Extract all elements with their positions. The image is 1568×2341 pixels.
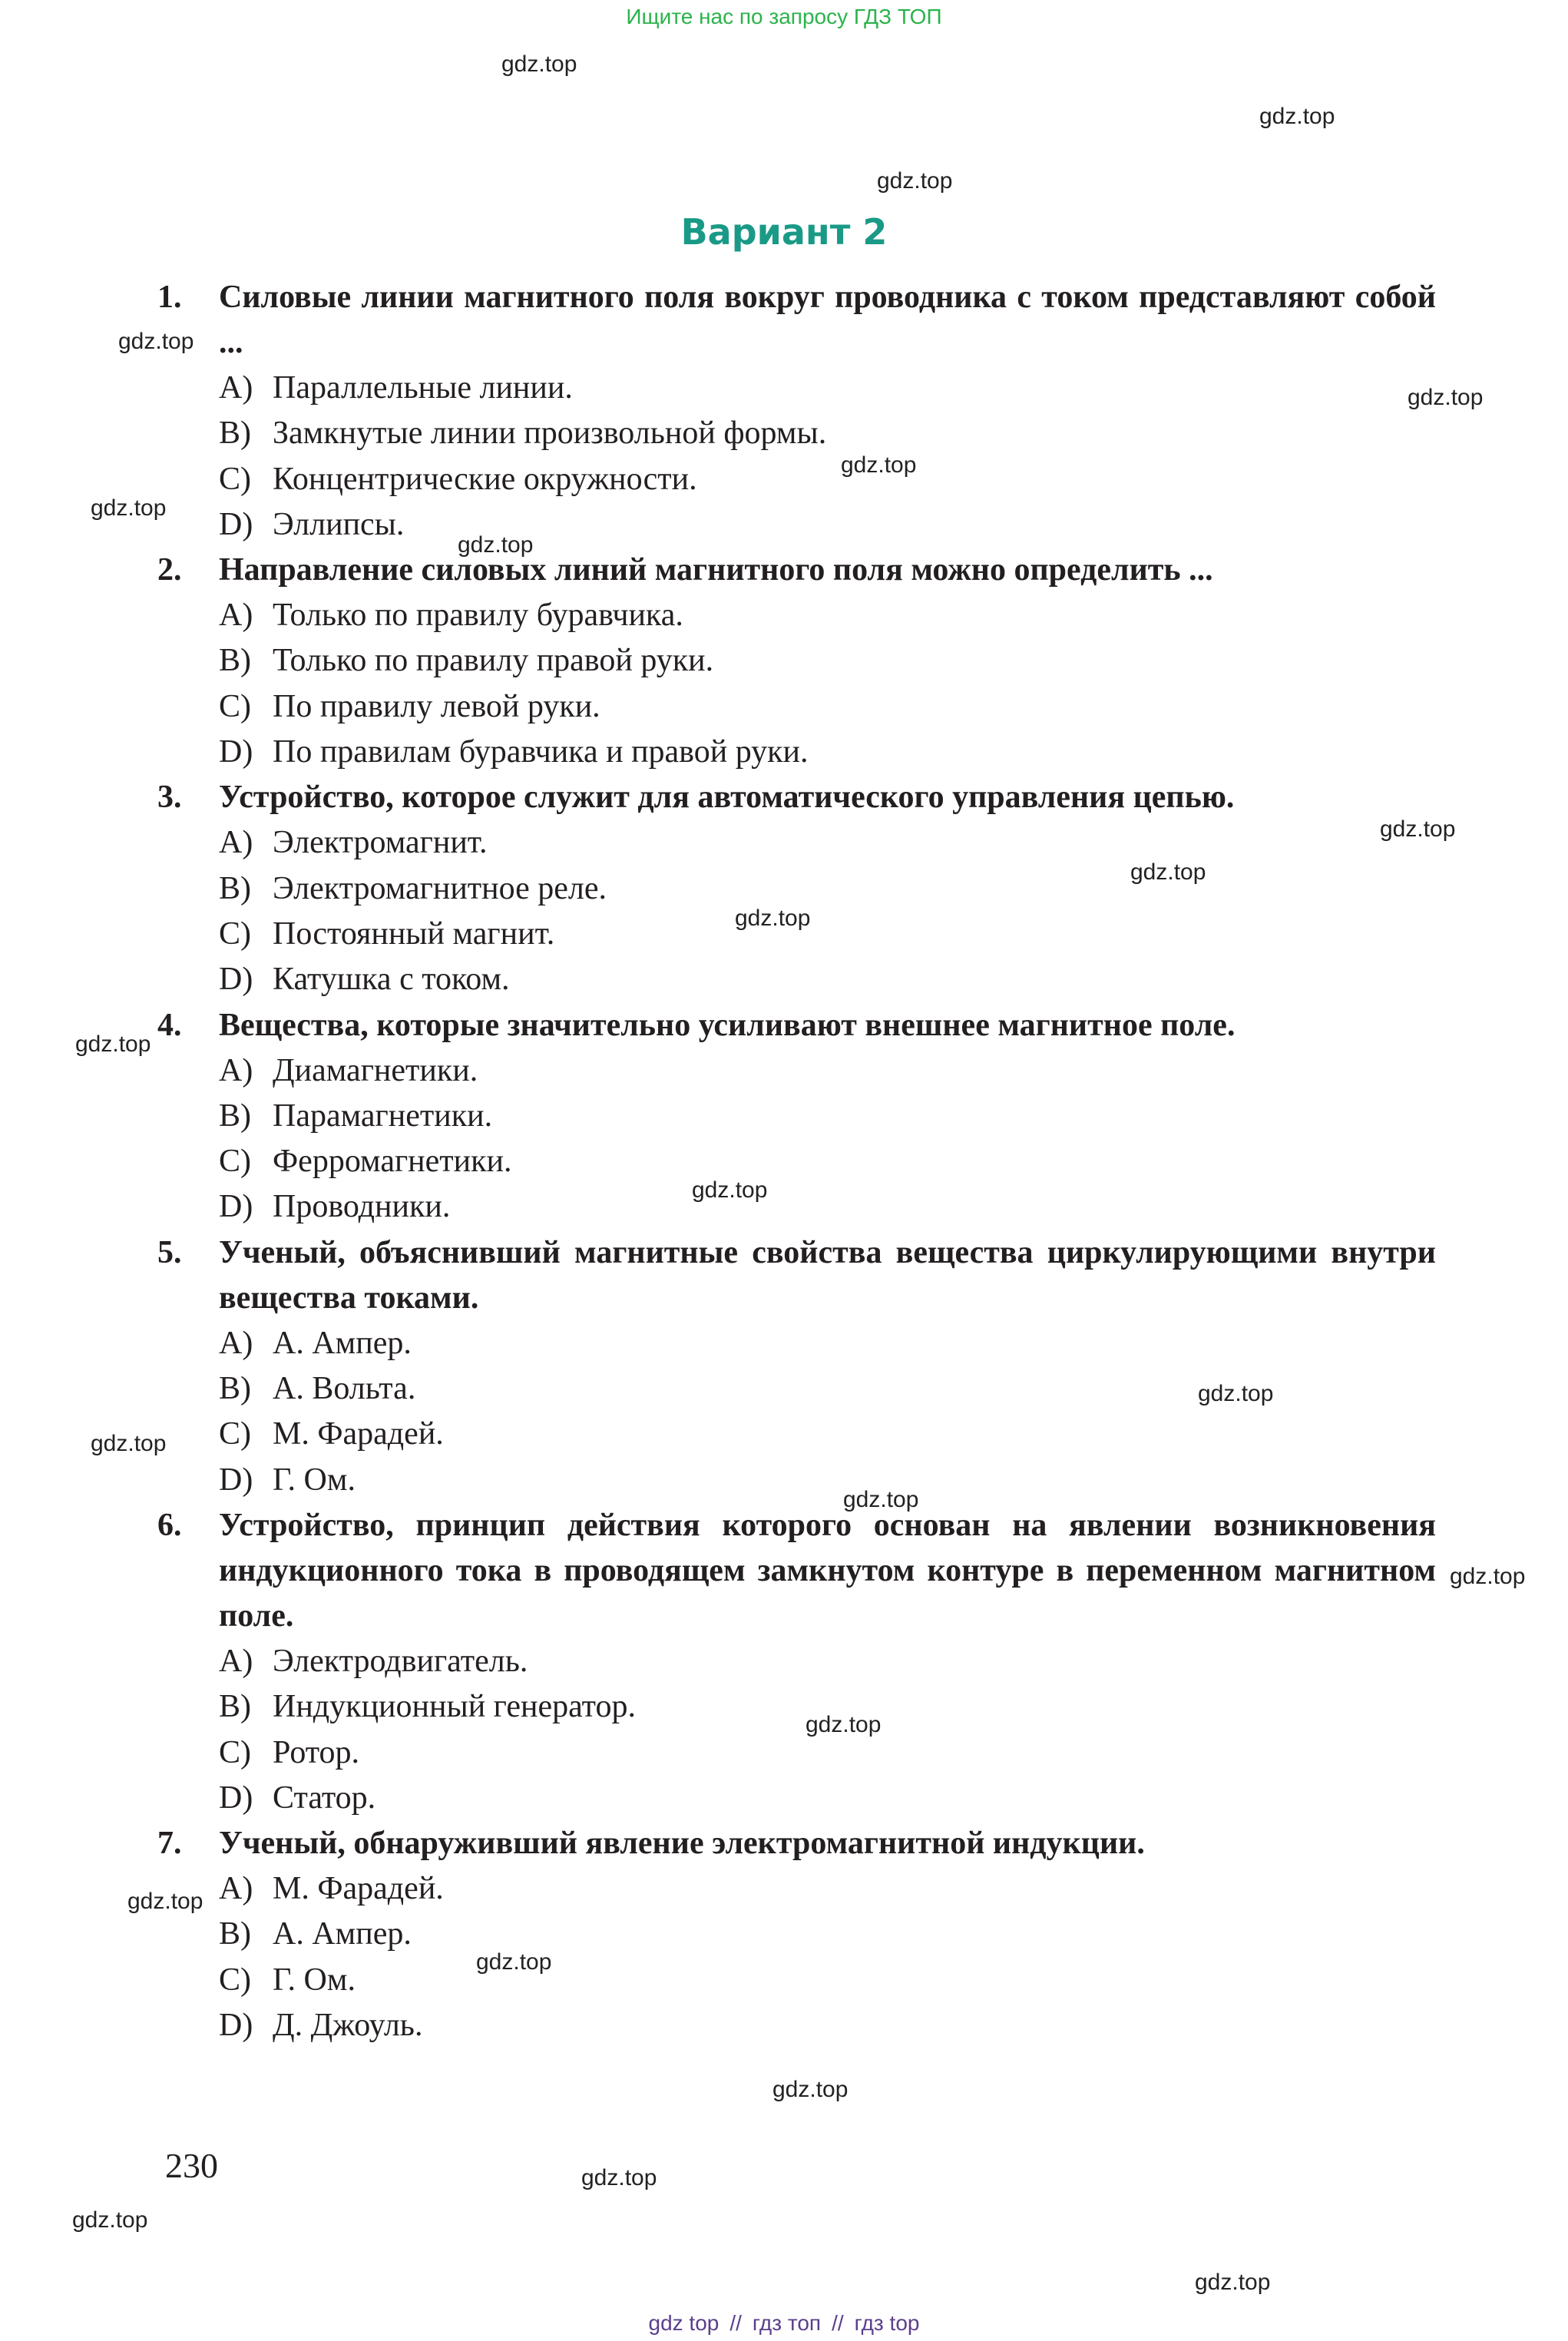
- option-text: Ротор.: [273, 1734, 360, 1770]
- option-letter: A): [219, 1643, 253, 1679]
- option-letter: D): [219, 1780, 253, 1816]
- footer-link-gdz-top-mixed[interactable]: гдз top: [854, 2311, 920, 2335]
- option-letter: D): [219, 1462, 253, 1498]
- answer-option-d: [157, 502, 1436, 548]
- option-letter: A): [219, 825, 253, 861]
- option-text: Эллипсы.: [273, 506, 405, 542]
- watermark: gdz.top: [118, 329, 194, 354]
- option-text: М. Фарадей.: [273, 1416, 444, 1452]
- option-text: Только по правилу правой руки.: [273, 643, 714, 679]
- question-text: Ученый, объяснивший магнитные свойства вещества циркулирующими внутри вещества токами.: [219, 1234, 1436, 1316]
- question-number: 2.: [157, 552, 182, 588]
- option-letter: C): [219, 1734, 251, 1770]
- answer-option-a: [157, 1866, 1436, 1912]
- option-text: Диамагнетики.: [273, 1052, 478, 1088]
- option-text: Замкнутые линии произвольной формы.: [273, 416, 827, 452]
- option-letter: C): [219, 1416, 251, 1452]
- answer-option-c: [157, 1730, 1436, 1776]
- answer-option-c: [157, 457, 1436, 502]
- watermark: gdz.top: [772, 2077, 849, 2102]
- question-number: 7.: [157, 1826, 182, 1862]
- option-letter: B): [219, 870, 251, 906]
- option-letter: C): [219, 916, 251, 952]
- footer-link-gdz-top-ru[interactable]: гдз топ: [752, 2311, 822, 2335]
- question-list: [157, 275, 1436, 2048]
- watermark: gdz.top: [476, 1949, 552, 1975]
- option-text: Статор.: [273, 1780, 376, 1816]
- option-letter: B): [219, 1371, 251, 1407]
- question-text: Устройство, которое служит для автоматического управления цепью.: [219, 780, 1235, 816]
- watermark: gdz.top: [72, 2207, 148, 2233]
- option-text: Концентрические окружности.: [273, 461, 697, 497]
- option-text: Ферромагнетики.: [273, 1144, 512, 1180]
- option-letter: D): [219, 962, 253, 998]
- option-text: А. Ампер.: [273, 1325, 412, 1361]
- answer-option-b: [157, 1684, 1436, 1730]
- answer-option-d: [157, 730, 1436, 775]
- page-title: Вариант 2: [680, 211, 888, 253]
- answer-option-b: [157, 411, 1436, 456]
- question-4: [157, 1003, 1436, 1230]
- question-2: [157, 548, 1436, 775]
- answer-option-c: [157, 1958, 1436, 2003]
- search-banner: Ищите нас по запросу ГДЗ ТОП: [626, 5, 942, 28]
- question-text: Силовые линии магнитного поля вокруг проводника с током представляют собой ...: [219, 280, 1436, 360]
- option-letter: B): [219, 643, 251, 679]
- answer-option-a: [157, 593, 1436, 638]
- option-letter: A): [219, 1052, 253, 1088]
- watermark: gdz.top: [806, 1712, 882, 1737]
- option-text: Электродвигатель.: [273, 1643, 528, 1679]
- answer-option-a: [157, 1639, 1436, 1684]
- option-letter: A): [219, 370, 253, 406]
- option-letter: C): [219, 461, 251, 497]
- option-letter: D): [219, 1189, 253, 1225]
- question-6: [157, 1503, 1436, 1821]
- question-text: Ученый, обнаруживший явление электромагнитной индукции.: [219, 1826, 1145, 1862]
- option-letter: A): [219, 598, 253, 634]
- option-letter: A): [219, 1325, 253, 1361]
- question-number: 3.: [157, 780, 182, 816]
- watermark: gdz.top: [127, 1889, 203, 1914]
- watermark: gdz.top: [877, 168, 953, 194]
- answer-option-b: [157, 1912, 1436, 1957]
- footer-links: [0, 2308, 1568, 2339]
- question-number: 5.: [157, 1234, 182, 1270]
- option-letter: B): [219, 1916, 251, 1952]
- answer-option-c: [157, 684, 1436, 730]
- question-5: [157, 1230, 1436, 1503]
- option-text: Д. Джоуль.: [273, 2008, 423, 2044]
- answer-option-d: [157, 2003, 1436, 2048]
- question-1: [157, 275, 1436, 548]
- watermark: gdz.top: [841, 452, 917, 478]
- option-letter: D): [219, 734, 253, 770]
- question-7: [157, 1821, 1436, 2048]
- footer-link-gdz-top[interactable]: gdz top: [648, 2311, 719, 2335]
- answer-option-a: [157, 1048, 1436, 1094]
- question-text: Направление силовых линий магнитного поля можно определить ...: [219, 552, 1213, 588]
- answer-option-d: [157, 1184, 1436, 1230]
- answer-option-d: [157, 1776, 1436, 1821]
- option-text: Постоянный магнит.: [273, 916, 555, 952]
- answer-option-a: [157, 820, 1436, 866]
- option-letter: D): [219, 506, 253, 542]
- watermark: gdz.top: [581, 2165, 657, 2190]
- watermark: gdz.top: [735, 906, 811, 931]
- watermark: gdz.top: [91, 495, 167, 521]
- option-text: По правилу левой руки.: [273, 688, 600, 724]
- watermark: gdz.top: [1130, 859, 1206, 885]
- option-letter: A): [219, 1871, 253, 1907]
- question-text: Вещества, которые значительно усиливают внешнее магнитное поле.: [219, 1007, 1236, 1043]
- answer-option-b: [157, 1094, 1436, 1139]
- watermark: gdz.top: [91, 1431, 167, 1456]
- option-letter: B): [219, 1098, 251, 1134]
- answer-option-a: [157, 366, 1436, 411]
- option-text: Электромагнит.: [273, 825, 488, 861]
- answer-option-b: [157, 638, 1436, 684]
- option-text: А. Вольта.: [273, 1371, 416, 1407]
- footer-separator: //: [832, 2311, 844, 2335]
- answer-option-a: [157, 1321, 1436, 1366]
- answer-option-c: [157, 1412, 1436, 1457]
- watermark: gdz.top: [1259, 104, 1335, 129]
- watermark: gdz.top: [1198, 1381, 1274, 1406]
- option-text: По правилам буравчика и правой руки.: [273, 734, 809, 770]
- option-text: Параллельные линии.: [273, 370, 573, 406]
- answer-option-d: [157, 1458, 1436, 1503]
- question-text: Устройство, принцип действия которого основан на явлении возникновения индукционного тока в проводящем замкнутом контуре в переменном магнитном поле.: [219, 1507, 1436, 1634]
- option-letter: C): [219, 1962, 251, 1998]
- question-number: 1.: [157, 280, 182, 315]
- option-letter: C): [219, 688, 251, 724]
- option-letter: B): [219, 416, 251, 452]
- question-3: [157, 775, 1436, 1002]
- option-text: Проводники.: [273, 1189, 451, 1225]
- option-text: Только по правилу буравчика.: [273, 598, 683, 634]
- watermark: gdz.top: [75, 1031, 151, 1057]
- option-text: М. Фарадей.: [273, 1871, 444, 1907]
- answer-option-d: [157, 957, 1436, 1002]
- option-text: Г. Ом.: [273, 1962, 356, 1998]
- option-text: Индукционный генератор.: [273, 1689, 636, 1725]
- option-text: Электромагнитное реле.: [273, 870, 607, 906]
- watermark: gdz.top: [692, 1177, 768, 1203]
- watermark: gdz.top: [501, 51, 577, 77]
- option-letter: D): [219, 2008, 253, 2044]
- watermark: gdz.top: [1195, 2270, 1271, 2295]
- option-text: Катушка с током.: [273, 962, 510, 998]
- option-letter: B): [219, 1689, 251, 1725]
- question-number: 6.: [157, 1507, 182, 1543]
- watermark: gdz.top: [1450, 1564, 1526, 1589]
- option-text: Г. Ом.: [273, 1462, 356, 1498]
- footer-separator: //: [729, 2311, 742, 2335]
- watermark: gdz.top: [843, 1487, 919, 1512]
- option-text: А. Ампер.: [273, 1916, 412, 1952]
- watermark: gdz.top: [1380, 816, 1456, 842]
- watermark: gdz.top: [458, 532, 534, 558]
- question-number: 4.: [157, 1007, 182, 1043]
- answer-option-c: [157, 1139, 1436, 1184]
- page-number: 230: [165, 2146, 218, 2185]
- option-text: Парамагнетики.: [273, 1098, 493, 1134]
- watermark: gdz.top: [1408, 385, 1484, 410]
- option-letter: C): [219, 1144, 251, 1180]
